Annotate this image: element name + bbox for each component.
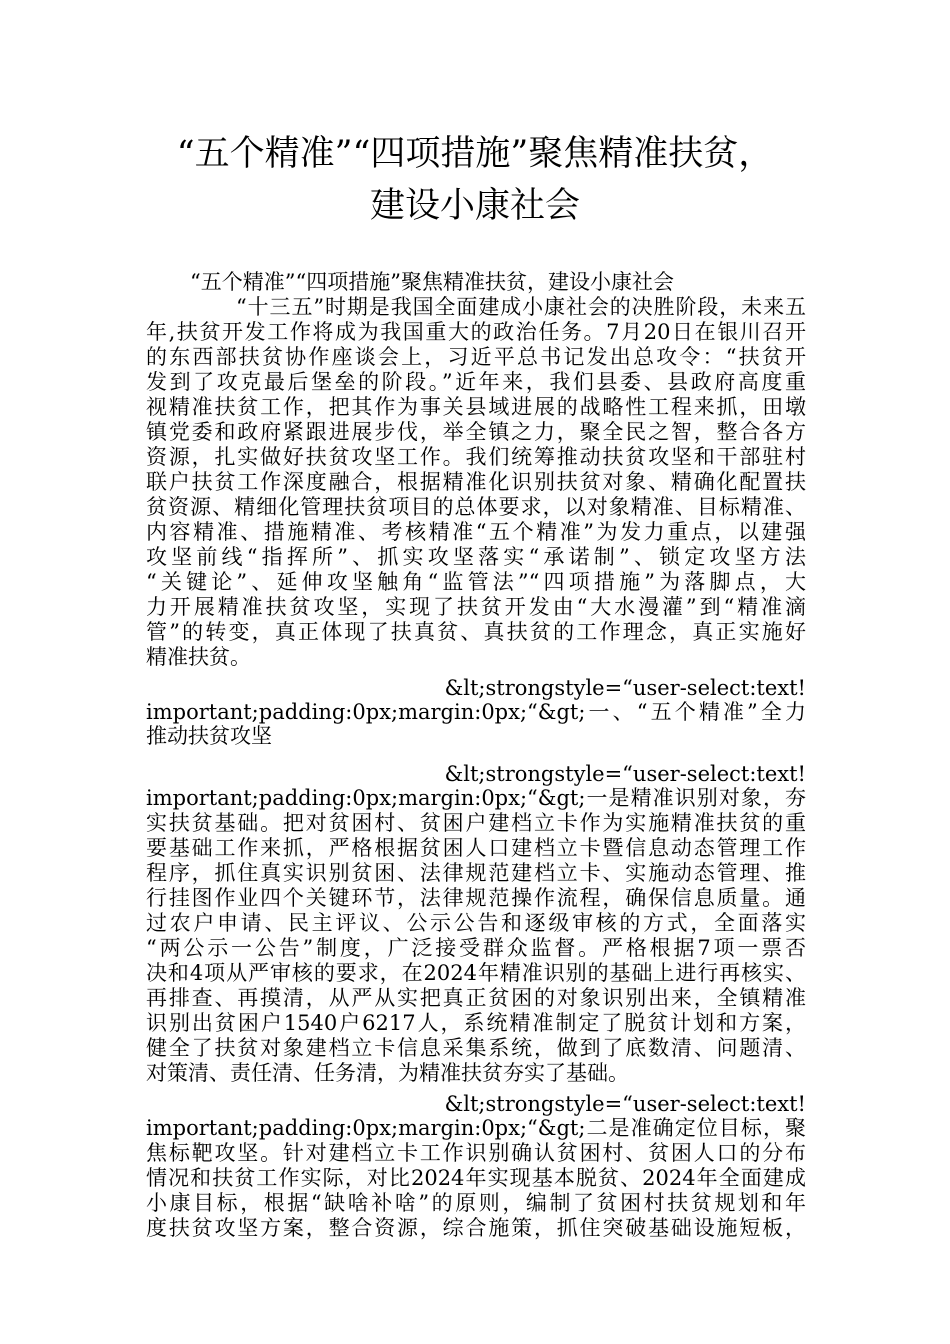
body-line: 程序，抓住真实识别贫困、法律规范建档立卡、实施动态管理、推 [146,861,806,885]
document-title-line-2: 建设小康社会 [369,186,580,226]
body-line: &lt;strongstyle=“user-select:text! [444,1092,806,1116]
body-line: &lt;strongstyle=“user-select:text! [444,762,806,786]
body-line: 视精准扶贫工作，把其作为事关县域进展的战略性工程来抓，田墩 [146,395,806,419]
body-line: 发到了攻克最后堡垒的阶段。”近年来，我们县委、县政府高度重 [146,370,806,394]
body-line: 攻坚前线“指挥所”、抓实攻坚落实“承诺制”、锁定攻坚方法 [146,545,806,569]
body-line: 精准扶贫。 [146,645,251,669]
body-line: 决和4项从严审核的要求，在2024年精准识别的基础上进行再核实、 [146,961,806,985]
body-line: 小康目标，根据“缺啥补啥”的原则，编制了贫困村扶贫规划和年 [146,1191,806,1215]
body-line: 要基础工作来抓，严格根据贫困人口建档立卡暨信息动态管理工作 [146,836,806,860]
body-line: 年,扶贫开发工作将成为我国重大的政治任务。7月20日在银川召开 [146,320,806,344]
body-line: 内容精准、措施精准、考核精准“五个精准”为发力重点，以建强 [146,520,806,544]
body-line: 行挂图作业四个关键环节，法律规范操作流程，确保信息质量。通 [146,886,806,910]
body-line: 联户扶贫工作深度融合，根据精准化识别扶贫对象、精确化配置扶 [146,470,806,494]
body-line: 实扶贫基础。把对贫困村、贫困户建档立卡作为实施精准扶贫的重 [146,811,806,835]
body-line: important;padding:0px;margin:0px;“&gt;二是准确定位目标，聚 [146,1116,806,1140]
body-line: “十三五”时期是我国全面建成小康社会的决胜阶段，未来五 [236,295,806,319]
body-line: 的东西部扶贫协作座谈会上，习近平总书记发出总攻令：“扶贫开 [146,345,806,369]
body-line: “关键论”、延伸攻坚触角“监管法”“四项措施”为落脚点，大 [146,570,806,594]
body-line: 健全了扶贫对象建档立卡信息采集系统，做到了底数清、问题清、 [146,1036,806,1060]
body-line: 推动扶贫攻坚 [146,724,272,748]
body-line: 识别出贫困户1540户6217人，系统精准制定了脱贫计划和方案， [146,1011,806,1035]
body-line: important;padding:0px;margin:0px;“&gt;一是精准识别对象，夯 [146,786,806,810]
body-line: 焦标靶攻坚。针对建档立卡工作识别确认贫困村、贫困人口的分布 [146,1141,806,1165]
body-line: 贫资源、精细化管理扶贫项目的总体要求，以对象精准、目标精准、 [146,495,806,519]
body-line: 过农户申请、民主评议、公示公告和逐级审核的方式，全面落实 [146,911,806,935]
body-line: &lt;strongstyle=“user-select:text! [444,676,806,700]
body-line: “两公示一公告”制度，广泛接受群众监督。严格根据7项一票否 [146,936,806,960]
body-line: 度扶贫攻坚方案，整合资源，综合施策，抓住突破基础设施短板， [146,1216,806,1240]
body-line: “五个精准”“四项措施”聚焦精准扶贫，建设小康社会 [190,270,674,294]
body-line: important;padding:0px;margin:0px;“&gt;一、“五个精准”全力 [146,700,806,724]
body-line: 镇党委和政府紧跟进展步伐，举全镇之力，聚全民之智，整合各方 [146,420,806,444]
body-line: 力开展精准扶贫攻坚，实现了扶贫开发由“大水漫灌”到“精准滴 [146,595,806,619]
body-line: 再排查、再摸清，从严从实把真正贫困的对象识别出来，全镇精准 [146,986,806,1010]
document-title-line-1: “五个精准”“四项措施”聚焦精准扶贫， [176,134,774,174]
body-line: 对策清、责任清、任务清，为精准扶贫夯实了基础。 [146,1061,629,1085]
body-line: 情况和扶贫工作实际，对比2024年实现基本脱贫、2024年全面建成 [146,1166,806,1190]
body-line: 资源，扎实做好扶贫攻坚工作。我们统筹推动扶贫攻坚和干部驻村 [146,445,806,469]
body-line: 管”的转变，真正体现了扶真贫、真扶贫的工作理念，真正实施好 [146,620,806,644]
